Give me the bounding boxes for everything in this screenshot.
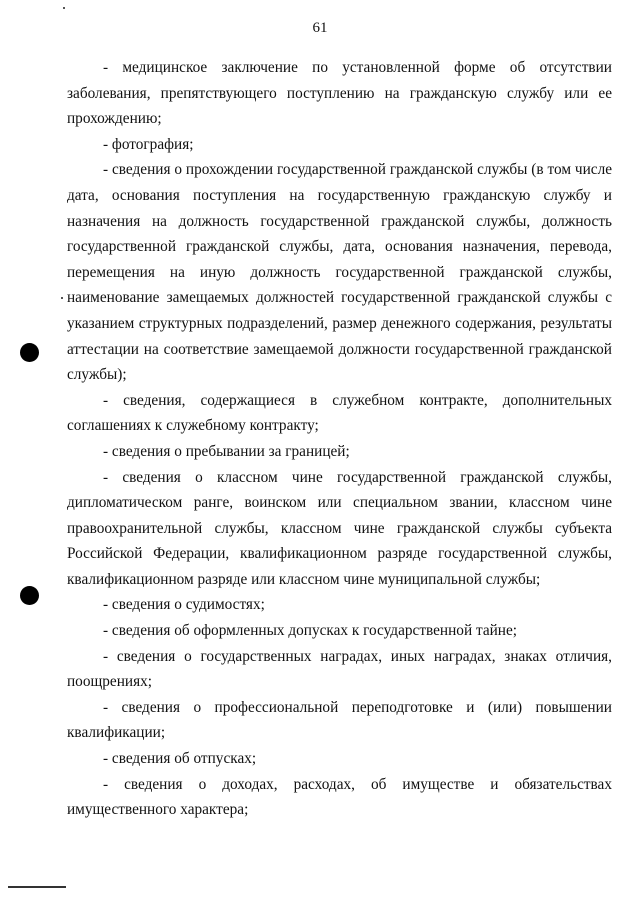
list-item-income-property: - сведения о доходах, расходах, об имуществе и обязательствах имущественного характера; [67, 775, 612, 819]
document-body [67, 55, 612, 823]
list-item-retraining: - сведения о профессиональной переподготовке и (или) повышении квалификации; [67, 698, 612, 742]
list-item-stay-abroad: - сведения о пребывании за границей; [103, 442, 350, 460]
list-item-photograph: - фотография; [103, 135, 194, 153]
list-item-medical-certificate: - медицинское заключение по установленной форме об отсутствии заболевания, препятствующего поступлению на гражданскую службу или ее прохождению; [67, 59, 612, 128]
binder-hole-mark [20, 586, 39, 605]
list-item-awards: - сведения о государственных наградах, иных наградах, знаках отличия, поощрениях; [67, 647, 612, 691]
scan-speck [61, 297, 63, 299]
binder-hole-mark [20, 343, 39, 362]
footnote-rule [8, 886, 66, 888]
list-item-vacations: - сведения об отпусках; [103, 750, 257, 768]
scan-speck [63, 7, 65, 9]
list-item-secrecy-clearance: - сведения об оформленных допусках к государственной тайне; [103, 622, 518, 640]
page-number: 61 [312, 20, 328, 36]
list-item-service-history: - сведения о прохождении государственной гражданской службы (в том числе дата, основания поступления на государственную гражданскую службу и назначения на должность государственной гражданской службы, должность государственной гражданской службы, дата, основания назначения, перевода, перемещения на иную должность государственной гражданской службы, наименование замещаемых должностей государственной гражданской службы с указанием структурных подразделений, размер денежного содержания, результаты аттестации на соответствие замещаемой должности государственной гражданской службы); [67, 161, 612, 384]
list-item-convictions: - сведения о судимостях; [103, 596, 265, 614]
list-item-class-rank: - сведения о классном чине государственной гражданской службы, дипломатическом ранге, воинском или специальном звании, классном чине правоохранительной службы, классном чине гражданской службы субъекта Российской Федерации, квалификационном разряде государственной службы, квалификационном разряде или классном чине муниципальной службы; [67, 468, 612, 588]
list-item-service-contract: - сведения, содержащиеся в служебном контракте, дополнительных соглашениях к служебному контракту; [67, 391, 612, 435]
